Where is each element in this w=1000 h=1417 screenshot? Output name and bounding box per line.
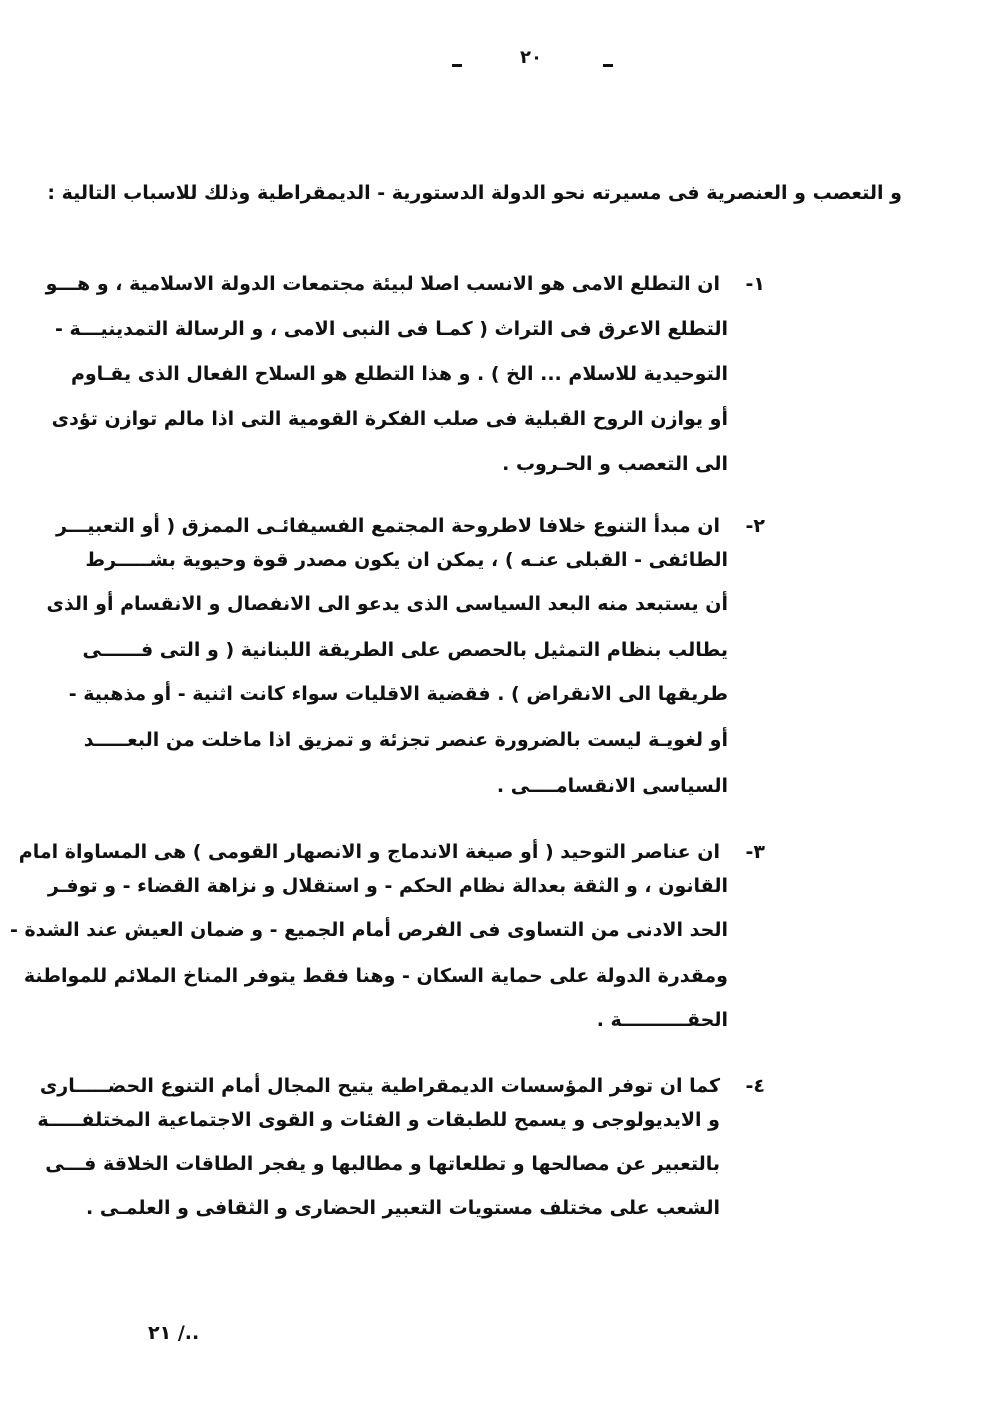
item-line: التوحيدية للاسلام ... الخ ) . و هذا التطلع هو السلاح الفعال الذى يقـاوم: [70, 363, 728, 385]
item-line: أن يستبعد منه البعد السياسى الذى يدعو الى الانفصال و الانقسام أو الذى: [46, 593, 728, 615]
item-line: كما ان توفر المؤسسات الديمقراطية يتيح المجال أمام التنوع الحضـــــارى: [39, 1075, 720, 1097]
item-line: أو لغويـة ليست بالضرورة عنصر تجزئة و تمزيق اذا ماخلت من البعـــــد: [83, 729, 728, 751]
item-line: طريقها الى الانقراض ) . فقضية الاقليات سواء كانت اثنية - أو مذهبية -: [68, 683, 728, 705]
item-line: الحقــــــــــة .: [596, 1009, 728, 1031]
item-line: أو يوازن الروح القبلية فى صلب الفكرة القومية التى اذا مالم توازن تؤدى: [51, 408, 728, 430]
page-number-dash-left: [452, 64, 462, 67]
item-number: ٢-: [745, 515, 765, 537]
item-line: السياسى الانقسامــــى .: [496, 775, 728, 797]
item-line: و الايديولوجى و يسمح للطبقات و الفئات و القوى الاجتماعية المختلفـــــة: [37, 1109, 720, 1131]
item-number: ١-: [745, 273, 765, 295]
item-number: ٣-: [745, 841, 765, 863]
item-line: الشعب على مختلف مستويات التعبير الحضارى و الثقافى و العلمـى .: [86, 1197, 720, 1219]
item-line: القانون ، و الثقة بعدالة نظام الحكم - و استقلال و نزاهة القضاء - و توفـر: [47, 875, 728, 897]
item-line: ومقدرة الدولة على حماية السكان - وهنا فقط يتوفر المناخ الملائم للمواطنة: [23, 965, 728, 987]
page-number-dash-right: [603, 64, 613, 67]
item-line: ان التطلع الامى هو الانسب اصلا لبيئة مجتمعات الدولة الاسلامية ، و هـــو: [45, 273, 720, 295]
item-line: ان مبدأ التنوع خلافا لاطروحة المجتمع الفسيفائـى الممزق ( أو التعبيـــر: [55, 515, 720, 537]
page-number: ٢٠: [520, 47, 542, 68]
item-line: الحد الادنى من التساوى فى الفرص أمام الجميع - و ضمان العيش عند الشدة -: [9, 919, 728, 941]
intro-line: و التعصب و العنصرية فى مسيرته نحو الدولة الدستورية - الديمقراطية وذلك للاسباب التالية :: [47, 182, 902, 204]
item-line: الى التعصب و الحـروب .: [502, 453, 728, 475]
item-line: بالتعبير عن مصالحها و تطلعاتها و مطالبها و يفجر الطاقات الخلاقة فـــى: [45, 1153, 720, 1175]
item-line: ان عناصر التوحيد ( أو صيغة الاندماج و الانصهار القومى ) هى المساواة امام: [18, 841, 720, 863]
item-line: التطلع الاعرق فى التراث ( كمـا فى النبى الامى ، و الرسالة التمدينيـــة -: [55, 318, 728, 340]
item-line: الطائفى - القبلى عنـه ) ، يمكن ان يكون مصدر قوة وحيوية بشـــــرط: [85, 549, 728, 571]
item-line: يطالب بنظام التمثيل بالحصص على الطريقة اللبنانية ( و التى فــــــى: [82, 639, 728, 661]
continuation-note: ٢١ /..: [148, 1322, 200, 1344]
item-number: ٤-: [745, 1075, 765, 1097]
